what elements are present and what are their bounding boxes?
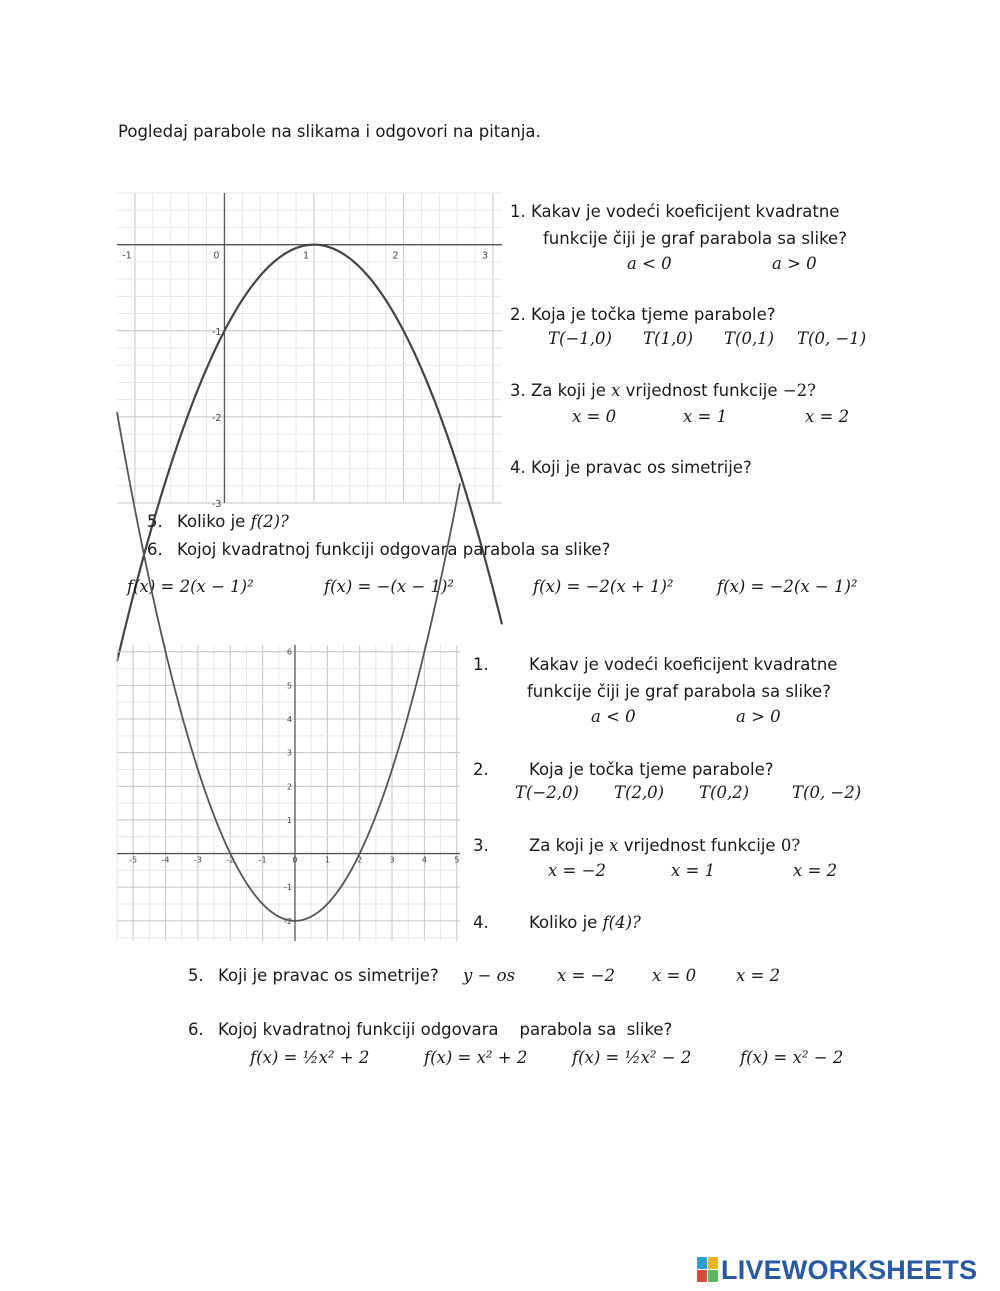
- s2-q3-num: 3.: [473, 836, 489, 855]
- s2-q4-expr: f(4)?: [602, 913, 641, 932]
- logo-text: LIVEWORKSHEETS: [721, 1254, 978, 1285]
- s2-q2-option-2[interactable]: T(2,0): [614, 783, 665, 802]
- s1-q2-label: 2. Koja je točka tjeme parabole?: [510, 305, 776, 324]
- s2-q5-option-1[interactable]: y − os: [463, 966, 516, 985]
- x-tick-label: 2: [392, 250, 399, 262]
- s2-q6-option-4[interactable]: f(x) = x² − 2: [740, 1048, 844, 1067]
- s1-q5-expr: f(2)?: [250, 512, 289, 531]
- s1-q3-option-1[interactable]: x = 0: [572, 407, 617, 426]
- s2-q2-option-4[interactable]: T(0, −2): [792, 783, 862, 802]
- s1-q3-label-b: vrijednost funkcije: [625, 381, 778, 400]
- y-tick-label: -2: [283, 916, 292, 926]
- y-tick-label: 4: [286, 715, 292, 724]
- x-tick-label: 1: [302, 250, 310, 262]
- liveworksheets-logo[interactable]: [697, 1255, 977, 1285]
- s2-q6-option-3[interactable]: f(x) = ½x² − 2: [572, 1048, 692, 1067]
- s1-q2-option-4[interactable]: T(0, −1): [797, 329, 867, 348]
- y-tick-label: 3: [286, 748, 292, 758]
- s2-q3-option-1[interactable]: x = −2: [548, 861, 606, 880]
- page-instruction: Pogledaj parabole na slikama i odgovori na pitanja.: [118, 122, 541, 141]
- s1-q3-label: [510, 381, 816, 400]
- s1-q3-var: x: [611, 381, 621, 400]
- graph-1-parabola: [117, 245, 502, 662]
- s2-q6-label: Kojoj kvadratnoj funkciji odgovara parabola sa slike?: [218, 1020, 673, 1039]
- x-tick-label: -1: [122, 250, 132, 262]
- y-tick-label: -1: [211, 326, 222, 338]
- s1-q2-option-3[interactable]: T(0,1): [724, 329, 775, 348]
- s2-q6-option-1[interactable]: f(x) = ½x² + 2: [250, 1048, 370, 1067]
- s1-q6-option-3[interactable]: f(x) = −2(x + 1)²: [533, 577, 674, 596]
- s2-q2-label: Koja je točka tjeme parabole?: [529, 760, 774, 779]
- s2-q1-option-1[interactable]: a < 0: [591, 707, 636, 726]
- s1-q1-label-cont: funkcije čiji je graf parabola sa slike?: [543, 229, 847, 248]
- s2-q4-label: [529, 913, 641, 932]
- x-tick-label: -3: [193, 855, 202, 865]
- s2-q1-option-2[interactable]: a > 0: [736, 707, 781, 726]
- s2-q4-num: 4.: [473, 913, 489, 932]
- s1-q2-option-2[interactable]: T(1,0): [643, 329, 694, 348]
- s2-q4-text: Koliko je: [529, 913, 598, 932]
- s1-q3-value: −2?: [782, 381, 816, 400]
- s1-q3-option-3[interactable]: x = 2: [805, 407, 850, 426]
- s2-q2-num: 2.: [473, 760, 489, 779]
- s2-q3-label-b: vrijednost funkcije: [623, 836, 776, 855]
- x-tick-label: -4: [161, 855, 170, 865]
- s2-q5-option-4[interactable]: x = 2: [736, 966, 781, 985]
- x-tick-label: -5: [129, 855, 138, 865]
- x-tick-label: 1: [324, 855, 330, 865]
- s2-q3-var: x: [609, 836, 619, 855]
- s1-q6-option-1[interactable]: f(x) = 2(x − 1)²: [127, 577, 254, 596]
- s2-q5-option-2[interactable]: x = −2: [557, 966, 615, 985]
- s2-q1-label-cont: funkcije čiji je graf parabola sa slike?: [527, 682, 831, 701]
- s1-q1-option-1[interactable]: a < 0: [627, 254, 672, 273]
- x-tick-label: 2: [357, 855, 363, 865]
- graph-2: [117, 645, 460, 941]
- s2-q1-label: Kakav je vodeći koeficijent kvadratne: [529, 655, 838, 674]
- s2-q6-num: 6.: [188, 1020, 204, 1039]
- s2-q6-option-2[interactable]: f(x) = x² + 2: [424, 1048, 528, 1067]
- s1-q5-text: Koliko je: [177, 512, 246, 531]
- x-tick-label: 5: [454, 855, 460, 865]
- graph-1-tick-labels: [122, 251, 488, 510]
- s2-q3-value: 0?: [780, 836, 801, 855]
- y-tick-label: 5: [286, 681, 292, 691]
- s2-q3-label: [529, 836, 800, 855]
- x-tick-label: 0: [292, 855, 298, 865]
- s1-q6-label: Kojoj kvadratnoj funkciji odgovara parabola sa slike?: [177, 540, 611, 559]
- y-tick-label: -2: [211, 412, 222, 424]
- x-tick-label: 3: [389, 855, 395, 865]
- s1-q6-num: 6.: [147, 540, 163, 559]
- s1-q1-label: 1. Kakav je vodeći koeficijent kvadratne: [510, 202, 840, 221]
- y-tick-label: 1: [286, 815, 292, 825]
- x-tick-label: -1: [258, 855, 267, 865]
- x-tick-label: 4: [421, 855, 427, 865]
- logo-blocks-icon: [697, 1257, 719, 1283]
- s1-q4-label: 4. Koji je pravac os simetrije?: [510, 458, 752, 477]
- s1-q3-option-2[interactable]: x = 1: [683, 407, 728, 426]
- s2-q3-label-a: Za koji je: [529, 836, 604, 855]
- y-tick-label: 2: [286, 782, 292, 792]
- x-tick-label: 0: [213, 250, 220, 262]
- s2-q5-label: Koji je pravac os simetrije?: [218, 966, 439, 985]
- s2-q2-option-3[interactable]: T(0,2): [699, 783, 750, 802]
- s1-q1-option-2[interactable]: a > 0: [772, 254, 817, 273]
- s2-q3-option-2[interactable]: x = 1: [671, 861, 716, 880]
- s2-q3-option-3[interactable]: x = 2: [793, 861, 838, 880]
- s1-q6-option-2[interactable]: f(x) = −(x − 1)²: [324, 577, 455, 596]
- s1-q2-option-1[interactable]: T(−1,0): [548, 329, 612, 348]
- y-tick-label: -3: [211, 499, 222, 510]
- x-tick-label: 3: [482, 250, 489, 262]
- y-tick-label: 6: [286, 647, 292, 657]
- s2-q5-num: 5.: [188, 966, 204, 985]
- s2-q2-option-1[interactable]: T(−2,0): [515, 783, 579, 802]
- s1-q5-label: [177, 512, 289, 531]
- s1-q6-option-4[interactable]: f(x) = −2(x − 1)²: [717, 577, 858, 596]
- s1-q5-num: 5.: [147, 512, 163, 531]
- graph-1-grid: [117, 193, 502, 503]
- s2-q5-option-3[interactable]: x = 0: [652, 966, 697, 985]
- s2-q1-num: 1.: [473, 655, 489, 674]
- x-tick-label: -2: [226, 855, 235, 865]
- y-tick-label: -1: [283, 883, 292, 893]
- s1-q3-label-a: 3. Za koji je: [510, 381, 606, 400]
- graph-1: [117, 193, 502, 510]
